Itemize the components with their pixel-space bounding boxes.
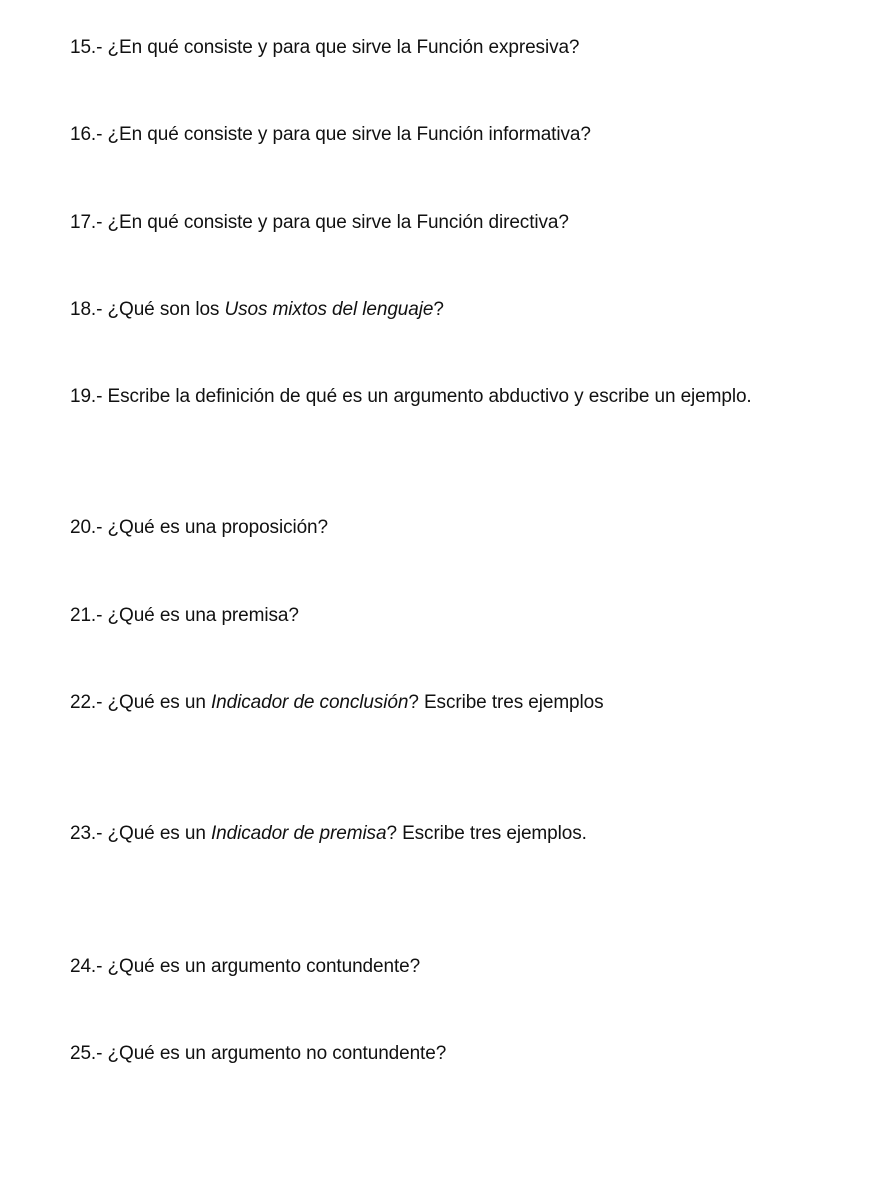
question-19	[70, 385, 752, 409]
question-16	[70, 123, 591, 147]
question-number: 19.-	[70, 386, 103, 407]
question-text: ¿En qué consiste y para que sirve la Función informativa?	[107, 124, 591, 145]
question-text-start: ¿Qué son los	[107, 299, 225, 320]
question-number: 18.-	[70, 299, 103, 320]
question-24	[70, 955, 420, 979]
question-number: 24.-	[70, 956, 103, 977]
question-text-start: ¿Qué es un	[107, 823, 211, 844]
question-15	[70, 36, 579, 60]
question-number: 17.-	[70, 212, 103, 233]
question-text-end: ? Escribe tres ejemplos	[408, 692, 604, 713]
question-text: ¿Qué es un argumento no contundente?	[107, 1043, 447, 1064]
question-number: 15.-	[70, 37, 103, 58]
question-17	[70, 211, 569, 235]
question-italic-term: Indicador de premisa	[211, 823, 387, 844]
question-text: ¿Qué es un argumento contundente?	[107, 956, 421, 977]
question-text-end: ?	[433, 299, 444, 320]
question-21	[70, 604, 299, 628]
question-number: 23.-	[70, 823, 103, 844]
question-number: 22.-	[70, 692, 103, 713]
question-23	[70, 822, 587, 846]
question-number: 16.-	[70, 124, 103, 145]
question-18	[70, 298, 444, 322]
question-25	[70, 1042, 446, 1066]
question-text: ¿Qué es una proposición?	[107, 517, 328, 538]
question-number: 20.-	[70, 517, 103, 538]
question-22	[70, 691, 604, 715]
question-number: 25.-	[70, 1043, 103, 1064]
question-text: ¿En qué consiste y para que sirve la Función expresiva?	[107, 37, 580, 58]
question-italic-term: Usos mixtos del lenguaje	[224, 299, 434, 320]
question-20	[70, 516, 328, 540]
question-text: ¿Qué es una premisa?	[107, 605, 299, 626]
question-number: 21.-	[70, 605, 103, 626]
question-text-start: ¿Qué es un	[107, 692, 211, 713]
question-text-end: ? Escribe tres ejemplos.	[386, 823, 587, 844]
question-text: Escribe la definición de qué es un argumento abductivo y escribe un ejemplo.	[107, 386, 752, 407]
question-italic-term: Indicador de conclusión	[211, 692, 409, 713]
question-text: ¿En qué consiste y para que sirve la Función directiva?	[107, 212, 569, 233]
